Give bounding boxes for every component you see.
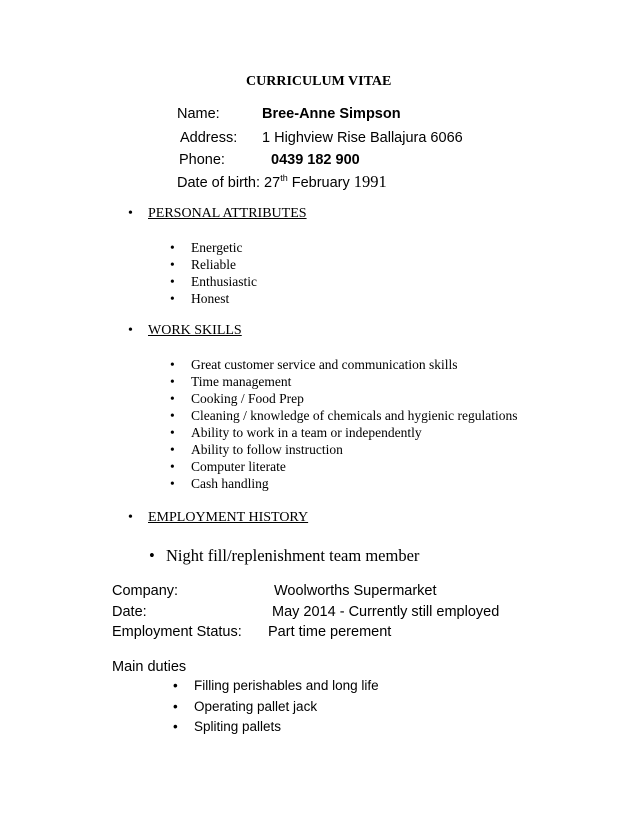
attributes-list bbox=[170, 239, 257, 307]
phone-label: Phone: bbox=[179, 152, 225, 168]
list-item: • Enthusiastic bbox=[170, 273, 257, 290]
phone-value: 0439 182 900 bbox=[271, 152, 360, 168]
list-item: • Cash handling bbox=[170, 475, 518, 492]
status-value: Part time perement bbox=[268, 624, 392, 640]
position-title: • Night fill/replenishment team member bbox=[149, 546, 419, 566]
date-value: May 2014 - Currently still employed bbox=[272, 604, 500, 620]
list-item: • Ability to work in a team or independently bbox=[170, 424, 518, 441]
dob-line bbox=[177, 172, 387, 192]
list-item: • Cleaning / knowledge of chemicals and hygienic regulations bbox=[170, 407, 518, 424]
list-item: • Time management bbox=[170, 373, 518, 390]
status-label: Employment Status: bbox=[112, 624, 242, 640]
duties-label: Main duties bbox=[112, 659, 187, 675]
address-value: 1 Highview Rise Ballajura 6066 bbox=[262, 130, 463, 146]
list-item: • Honest bbox=[170, 290, 257, 307]
list-item: • Operating pallet jack bbox=[173, 697, 379, 718]
list-item: • Energetic bbox=[170, 239, 257, 256]
list-item: • Filling perishables and long life bbox=[173, 676, 379, 697]
cv-title: CURRICULUM VITAE bbox=[246, 74, 392, 89]
attributes-heading-list bbox=[128, 206, 307, 222]
list-item: • Computer literate bbox=[170, 458, 518, 475]
duties-list bbox=[173, 676, 379, 738]
skills-list bbox=[170, 356, 518, 492]
date-label: Date: bbox=[112, 604, 147, 620]
list-item: • Great customer service and communication skills bbox=[170, 356, 518, 373]
company-value: Woolworths Supermarket bbox=[274, 583, 437, 599]
dob-suffix: th bbox=[280, 173, 288, 184]
skills-heading: • WORK SKILLS bbox=[128, 323, 242, 339]
dob-month: February bbox=[291, 175, 350, 191]
list-item: • Spliting pallets bbox=[173, 717, 379, 738]
attributes-heading: • PERSONAL ATTRIBUTES bbox=[128, 206, 307, 222]
dob-year: 1991 bbox=[353, 172, 387, 191]
dob-label: Date of birth: bbox=[177, 175, 261, 191]
employment-heading-list bbox=[128, 510, 308, 526]
name-value: Bree-Anne Simpson bbox=[262, 106, 401, 122]
employment-heading: • EMPLOYMENT HISTORY bbox=[128, 510, 308, 526]
company-label: Company: bbox=[112, 583, 179, 599]
list-item: • Reliable bbox=[170, 256, 257, 273]
skills-heading-list bbox=[128, 323, 242, 339]
address-label: Address: bbox=[180, 130, 238, 146]
position-list bbox=[149, 546, 419, 566]
name-label: Name: bbox=[177, 106, 220, 122]
list-item: • Cooking / Food Prep bbox=[170, 390, 518, 407]
dob-day: 27 bbox=[264, 175, 281, 191]
list-item: • Ability to follow instruction bbox=[170, 441, 518, 458]
